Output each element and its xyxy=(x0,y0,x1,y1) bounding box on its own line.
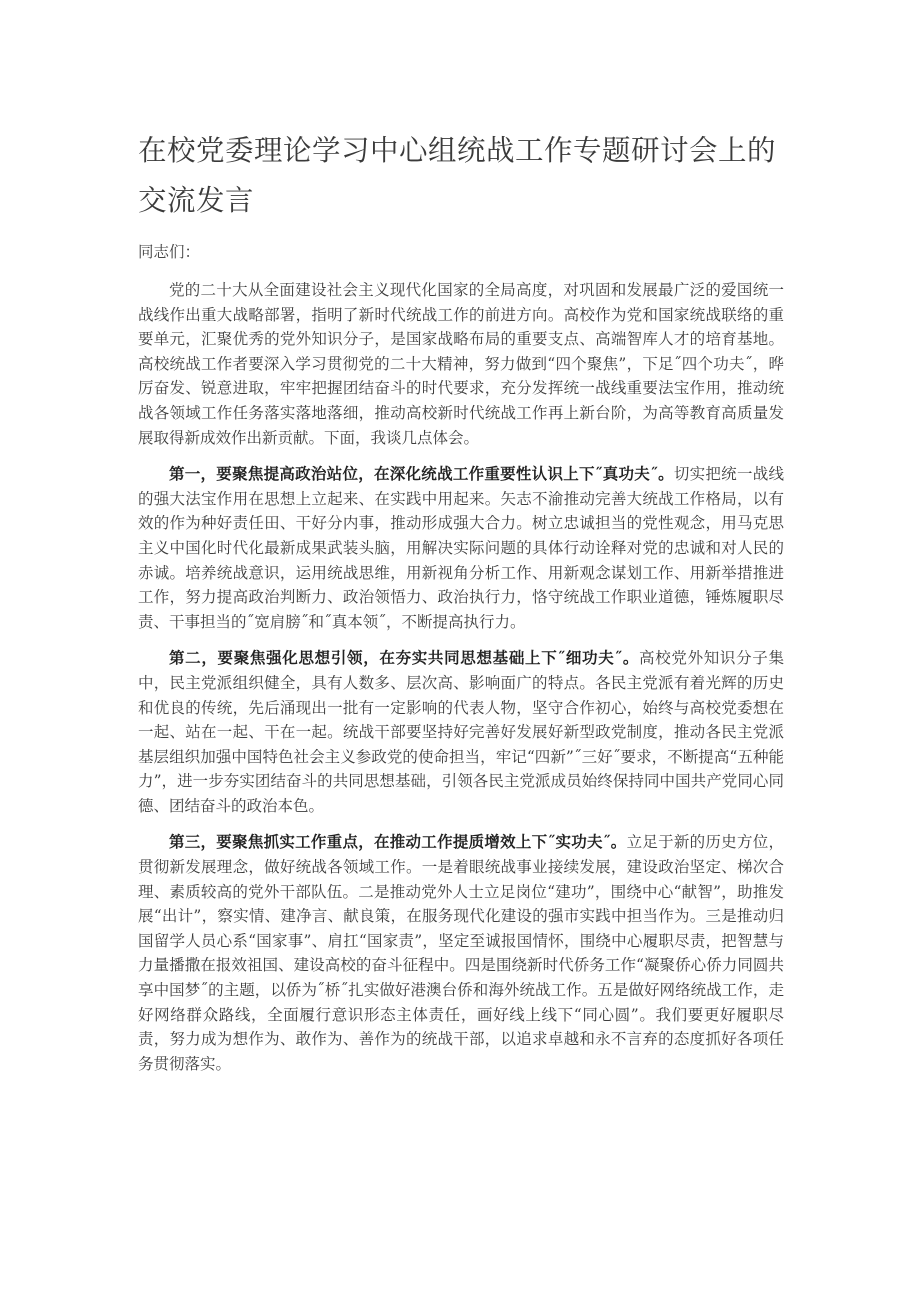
section-paragraph-1 xyxy=(138,462,784,634)
section-paragraph-2 xyxy=(138,646,784,818)
section-paragraph-3 xyxy=(138,830,784,1076)
salutation: 同志们： xyxy=(138,243,201,261)
section-lead-3: 第三，要聚焦抓实工作重点，在推动工作提质增效上下˝实功夫˝。 xyxy=(169,833,627,852)
section-lead-2: 第二，要聚焦强化思想引领，在夯实共同思想基础上下˝细功夫˝。 xyxy=(169,649,640,668)
section-body-1: 切实把统一战线的强大法宝作用在思想上立起来、在实践中用起来。矢志不渝推动完善大统战工作格局，以有效的作为种好责任田、干好分内事，推动形成强大合力。树立忠诚担当的党性观念，用马克思主义中国化时代化最新成果武装头脑，用解决实际问题的具体行动诠释对党的忠诚和对人民的赤诚。培养统战意识，运用统战思维，用新视角分析工作、用新观念谋划工作、用新举措推进工作，努力提高政治判断力、政治领悟力、政治执行力，恪守统战工作职业道德，锤炼履职尽责、干事担当的˝宽肩膀˝和˝真本领˝，不断提高执行力。 xyxy=(138,465,784,631)
document-title: 在校党委理论学习中心组统战工作专题研讨会上的交流发言 xyxy=(138,134,777,217)
section-lead-1: 第一，要聚焦提高政治站位，在深化统战工作重要性认识上下˝真功夫˝。 xyxy=(169,465,674,484)
section-body-3: 立足于新的历史方位，贯彻新发展理念，做好统战各领域工作。一是着眼统战事业接续发展，建设政治坚定、梯次合理、素质较高的党外干部队伍。二是推动党外人士立足岗位“建功”，围绕中心“献智”，助推发展“出计”，察实情、建净言、献良策，在服务现代化建设的强市实践中担当作为。三是推动归国留学人员心系“国家事”、肩扛“国家责”，坚定至诚报国情怀，围绕中心履职尽责，把智慧与力量播撒在报效祖国、建设高校的奋斗征程中。四是围绕新时代侨务工作“凝聚侨心侨力同圆共享中国梦˝的主题，以侨为˝桥˝扎实做好港澳台侨和海外统战工作。五是做好网络统战工作，走好网络群众路线，全面履行意识形态主体责任，画好线上线下“同心圆”。我们要更好履职尽责，努力成为想作为、敢作为、善作为的统战干部，以追求卓越和永不言弃的态度抓好各项任务贯彻落实。 xyxy=(138,833,784,1073)
intro-paragraph: 党的二十大从全面建设社会主义现代化国家的全局高度，对巩固和发展最广泛的爱国统一战线作出重大战略部署，指明了新时代统战工作的前进方向。高校作为党和国家统战联络的重要单元，汇聚优秀的党外知识分子，是国家战略布局的重要支点、高端智库人才的培育基地。高校统战工作者要深入学习贯彻党的二十大精神，努力做到“四个聚焦”，下足˝四个功夫˝，晔厉奋发、锐意进取，牢牢把握团结奋斗的时代要求，充分发挥统一战线重要法宝作用，推动统战各领域工作任务落实落地落细，推动高校新时代统战工作再上新台阶，为高等教育高质量发展取得新成效作出新贡献。下面，我谈几点体会。 xyxy=(138,281,784,447)
section-body-2: 高校党外知识分子集中，民主党派组织健全，具有人数多、层次高、影响面广的特点。各民主党派有着光辉的历史和优良的传统，先后涌现出一批有一定影响的代表人物，坚守合作初心，始终与高校党委想在一起、站在一起、干在一起。统战干部要坚持好完善好发展好新型政党制度，推动各民主党派基层组织加强中国特色社会主义参政党的使命担当，牢记“四新”˝三好˝要求，不断提高“五种能力”，进一步夯实团结奋斗的共同思想基础，引领各民主党派成员始终保持同中国共产党同心同德、团结奋斗的政治本色。 xyxy=(138,649,784,815)
document-page xyxy=(138,126,784,1088)
